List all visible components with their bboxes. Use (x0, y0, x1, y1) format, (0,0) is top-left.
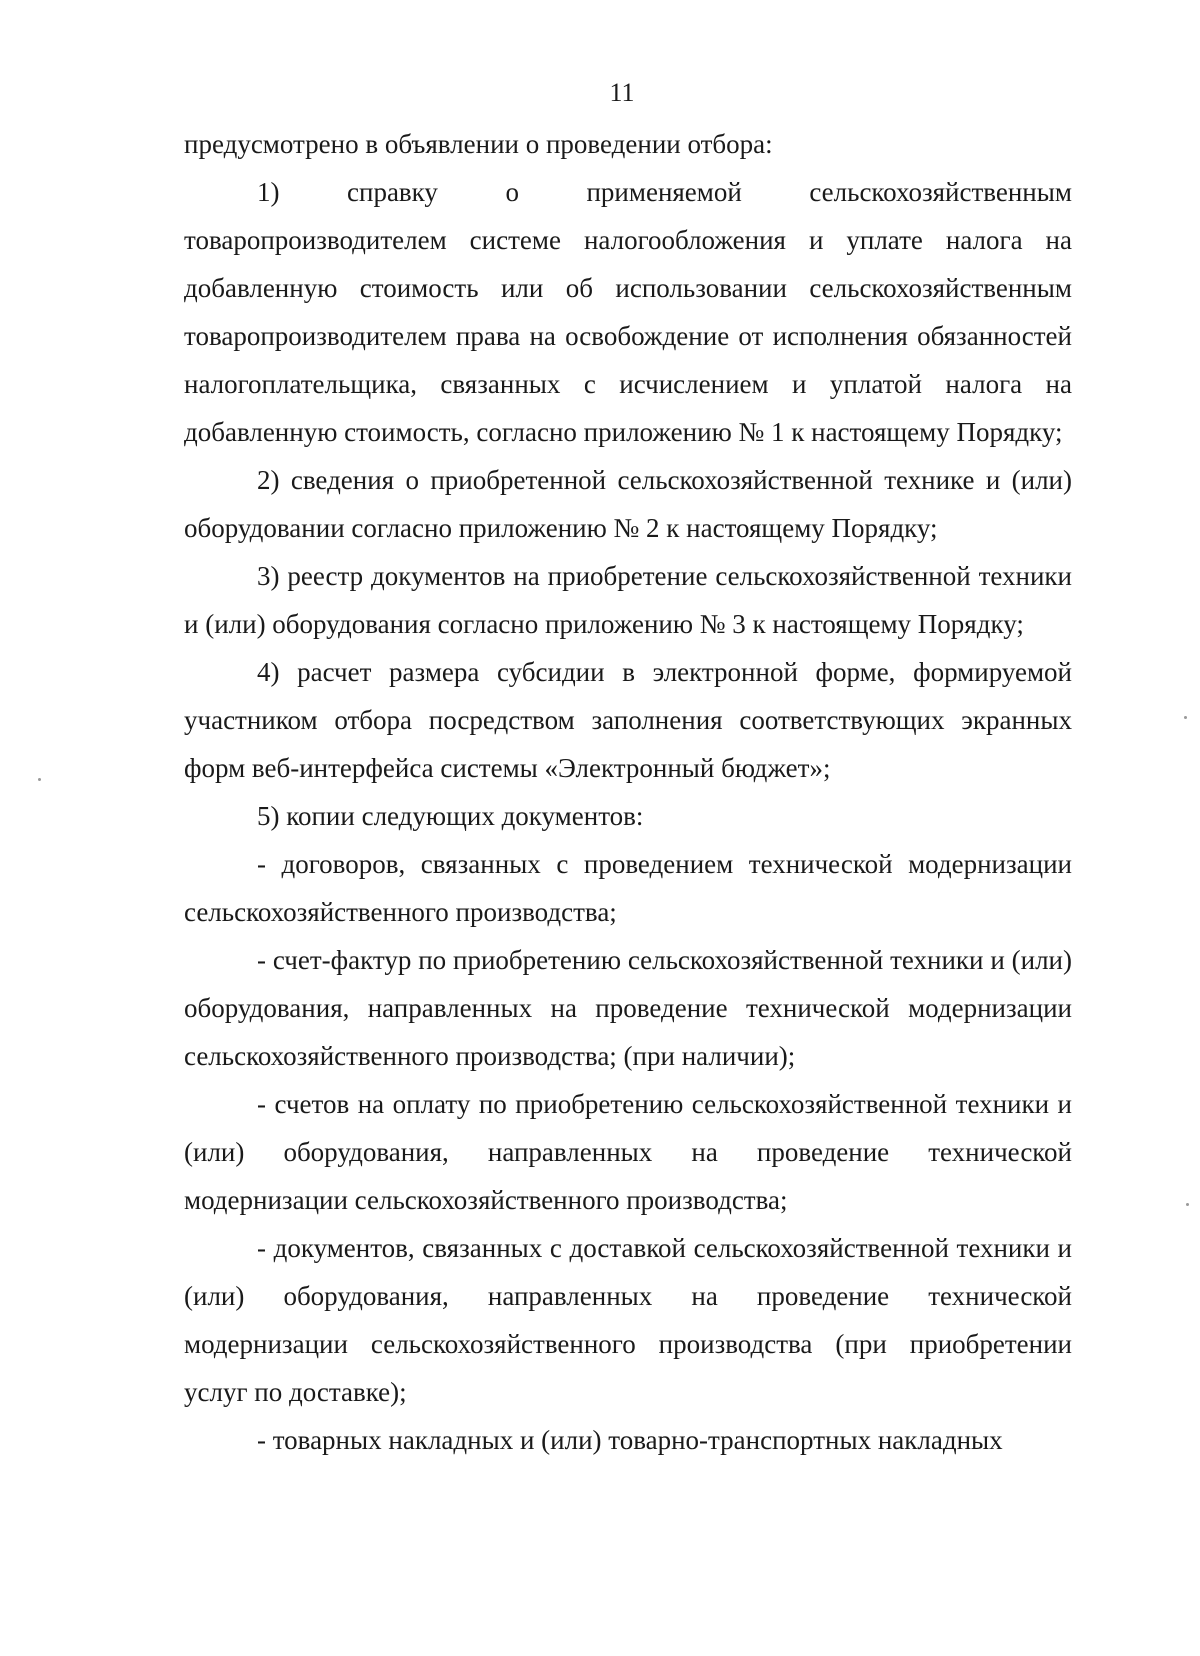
paragraph-item-1: 1) справку о применяемой сельскохозяйственным товаропроизводителем системе налогообложения и уплате налога на добавленную стоимость или об использовании сельскохозяйственным товаропроизводителем права на освобождение от исполнения обязанностей налогоплательщика, связанных с исчислением и уплатой налога на добавленную стоимость, согласно приложению № 1 к настоящему Порядку; (184, 177, 1072, 447)
paragraph-subitem-payment-bills: - счетов на оплату по приобретению сельскохозяйственной техники и (или) оборудования, направленных на проведение технической модернизации сельскохозяйственного производства; (184, 1089, 1072, 1215)
paragraph-subitem-delivery-documents: - документов, связанных с доставкой сельскохозяйственной техники и (или) оборудования, направленных на проведение технической модернизации сельскохозяйственного производства (при приобретении услуг по доставке); (184, 1233, 1072, 1407)
scan-speck (38, 778, 41, 781)
paragraph-item-3: 3) реестр документов на приобретение сельскохозяйственной техники и (или) оборудования согласно приложению № 3 к настоящему Порядку; (184, 561, 1072, 639)
paragraph-subitem-waybills: - товарных накладных и (или) товарно-транспортных накладных (257, 1425, 1003, 1455)
paragraph-continuation: предусмотрено в объявлении о проведении отбора: (184, 129, 773, 159)
document-body (184, 120, 1072, 1464)
scan-speck (1184, 716, 1187, 719)
page-number: 11 (609, 78, 635, 107)
paragraph-item-5: 5) копии следующих документов: (257, 801, 644, 831)
paragraph-item-4: 4) расчет размера субсидии в электронной форме, формируемой участником отбора посредством заполнения соответствующих экранных форм веб-интерфейса системы «Электронный бюджет»; (184, 657, 1072, 783)
paragraph-item-2: 2) сведения о приобретенной сельскохозяйственной технике и (или) оборудовании согласно приложению № 2 к настоящему Порядку; (184, 465, 1072, 543)
paragraph-subitem-invoices: - счет-фактур по приобретению сельскохозяйственной техники и (или) оборудования, направленных на проведение технической модернизации сельскохозяйственного производства; (при наличии); (184, 945, 1072, 1071)
paragraph-subitem-contracts: - договоров, связанных с проведением технической модернизации сельскохозяйственного производства; (184, 849, 1072, 927)
scan-speck (1186, 1203, 1189, 1206)
